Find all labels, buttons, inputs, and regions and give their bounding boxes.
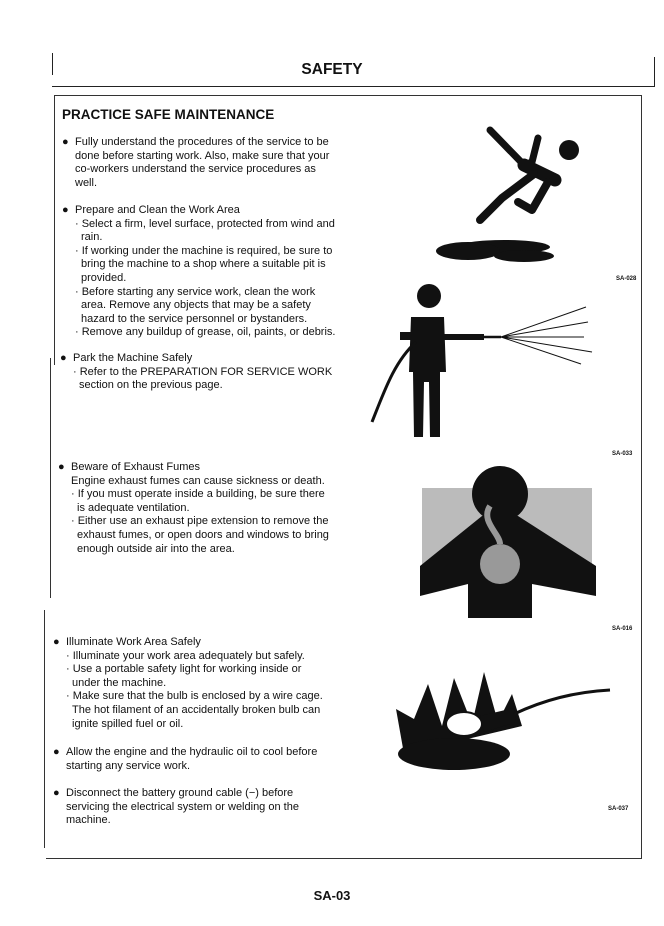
text-line: section on the previous page.	[79, 379, 223, 392]
item-exhaust-fumes	[71, 461, 351, 556]
text-line: ignite spilled fuel or oil.	[72, 717, 184, 730]
text-line: · Before starting any service work, clean the work	[75, 285, 316, 298]
box-border-right	[641, 95, 642, 858]
text-line: starting any service work.	[66, 759, 191, 772]
item-title: Illuminate Work Area Safely	[66, 636, 201, 648]
text-line: Allow the engine and the hydraulic oil to cool before	[66, 746, 318, 758]
slipping-person-icon	[420, 110, 590, 270]
bullet-icon: ●	[60, 352, 67, 364]
text-line: The hot filament of an accidentally broken bulb can	[72, 703, 321, 716]
text-line: · If working under the machine is required, be sure to	[75, 244, 333, 257]
page-number: SA-03	[313, 888, 351, 903]
item-prepare-work-area	[75, 204, 348, 340]
exhaust-fumes-person-icon	[420, 466, 596, 618]
figure-code: SA-028	[616, 276, 637, 282]
bullet-icon: ●	[62, 204, 69, 216]
text-line: · Illuminate your work area adequately but safely.	[66, 649, 305, 662]
text-line: area. Remove any objects that may be a safety	[81, 299, 311, 312]
section-title: PRACTICE SAFE MAINTENANCE	[62, 107, 275, 122]
text-line: under the machine.	[72, 676, 167, 689]
item-allow-cool	[66, 746, 346, 773]
item-illuminate-work-area	[66, 636, 346, 731]
box-border-bottom	[46, 858, 642, 859]
text-line: machine.	[66, 814, 111, 827]
text-line: well.	[75, 176, 98, 189]
text-line: · Select a firm, level surface, protected from wind and	[75, 217, 335, 230]
item-understand-procedures	[75, 136, 348, 190]
text-line: provided.	[81, 271, 127, 284]
box-border-top	[54, 95, 641, 96]
box-border-left	[54, 95, 55, 365]
text-line: servicing the electrical system or welding on the	[66, 800, 299, 813]
text-line: · Use a portable safety light for working inside or	[66, 663, 302, 676]
bullet-icon: ●	[53, 636, 60, 648]
bullet-icon: ●	[58, 461, 65, 473]
text-line: co-workers understand the service procedures as	[75, 163, 316, 176]
item-park-machine	[73, 352, 353, 393]
text-line: Fully understand the procedures of the service to be	[75, 136, 329, 148]
item-intro: Engine exhaust fumes can cause sickness or death.	[71, 474, 325, 487]
page-header-title: SAFETY	[301, 61, 363, 78]
text-line: hazard to the service personnel or bystanders.	[81, 312, 308, 325]
text-line: enough outside air into the area.	[77, 542, 235, 555]
bullet-icon: ●	[62, 136, 69, 148]
header-rule	[52, 86, 655, 87]
text-line: is adequate ventilation.	[77, 501, 190, 514]
text-line: bring the machine to a shop where a suitable pit is	[81, 258, 326, 271]
text-line: · Remove any buildup of grease, oil, paints, or debris.	[75, 326, 336, 339]
figure-code: SA-037	[608, 806, 629, 812]
item-disconnect-battery	[66, 787, 339, 828]
text-line: Disconnect the battery ground cable (−) before	[66, 787, 294, 799]
bullet-icon: ●	[53, 746, 60, 758]
pressure-washer-person-icon	[366, 282, 606, 442]
figure-code: SA-016	[612, 626, 633, 632]
box-border-left-lower	[50, 358, 51, 598]
text-line: · Either use an exhaust pipe extension to remove the	[71, 515, 329, 528]
bullet-icon: ●	[53, 787, 60, 799]
item-title: Prepare and Clean the Work Area	[75, 204, 240, 216]
text-line: exhaust fumes, or open doors and windows to bring	[77, 528, 329, 541]
text-line: done before starting work. Also, make sure that your	[75, 149, 330, 162]
item-title: Park the Machine Safely	[73, 352, 193, 364]
text-line: rain.	[81, 231, 103, 244]
figure-code: SA-033	[612, 451, 633, 457]
broken-bulb-fire-icon	[394, 664, 616, 774]
text-line: · Make sure that the bulb is enclosed by a wire cage.	[66, 690, 323, 703]
item-title: Beware of Exhaust Fumes	[71, 461, 201, 473]
text-line: · If you must operate inside a building, be sure there	[71, 488, 325, 501]
box-border-left-bottom	[44, 610, 45, 848]
text-line: · Refer to the PREPARATION FOR SERVICE WORK	[73, 365, 333, 378]
